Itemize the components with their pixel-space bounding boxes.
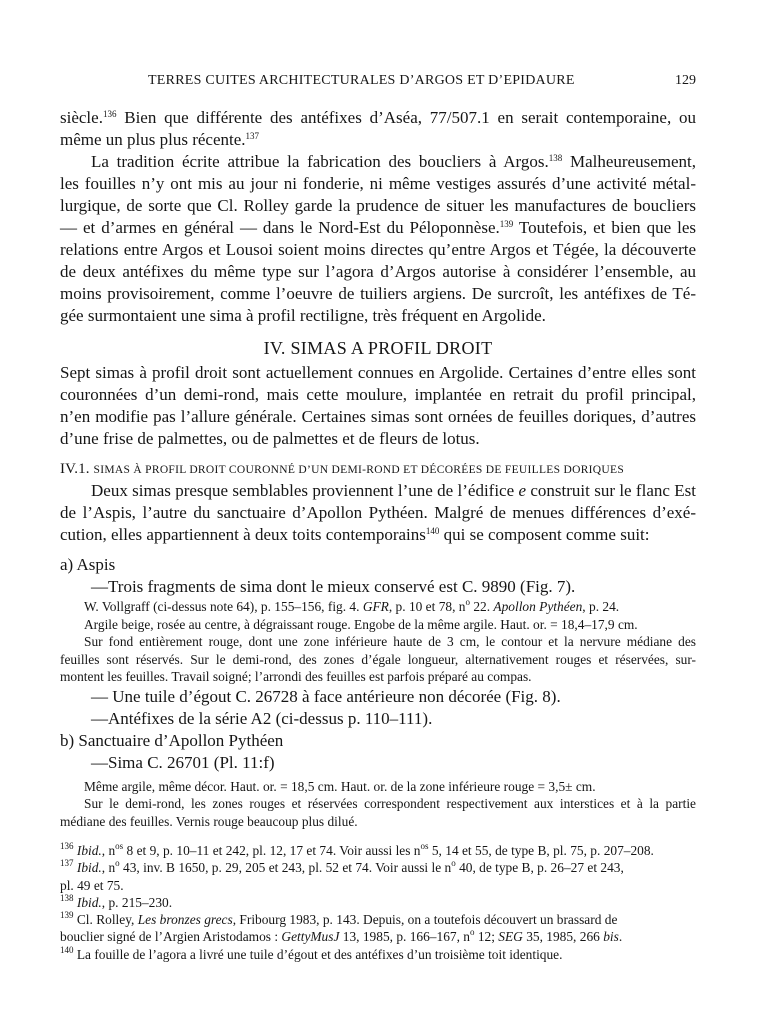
detail-line (60, 598, 696, 616)
paragraph-2 (60, 151, 696, 327)
text-line: d’une frise de palmettes, ou de palmettes et de fleurs de lotus. (60, 429, 480, 448)
text-span: Les bronzes grecs (137, 912, 233, 928)
text-line (60, 217, 696, 239)
footnote-number: 137 (60, 858, 74, 869)
text-span: 35, 1985, 266 (522, 929, 604, 945)
text-line (60, 524, 696, 546)
footnote-number: 138 (60, 892, 74, 903)
footnote-ref-137: 137 (245, 131, 260, 141)
footnote-number: 140 (60, 944, 74, 955)
text-span: 5, 14 et 55, de type B, pl. 75, p. 207–208. (428, 843, 654, 858)
text-line: de l’Aspis, l’autre du sanctuaire d’Apollon Pythéen. Malgré de menues différences d’exé- (60, 503, 696, 522)
text-span: siècle. (60, 108, 103, 127)
subsection-title: SIMAS À PROFIL DROIT COURONNÉ D’UN DEMI-ROND ET DÉCORÉES DE FEUILLES DORIQUES (93, 464, 625, 476)
detail-line: montent les feuilles. Travail soigné; l’arrondi des feuilles est parfois préparé au compas. (60, 669, 532, 684)
text-span: , p. 215–230. (101, 894, 173, 910)
text-line: lurgique, de sorte que Cl. Rolley garde la prudence de situer les manufactures de boucliers (60, 196, 696, 215)
text-span: 43, inv. B 1650, p. 29, 205 et 243, pl. 52 et 74. Voir aussi le n (119, 860, 452, 876)
text-span: o (465, 597, 470, 607)
text-span: 22. (469, 599, 494, 614)
footnote-ref-139: 139 (499, 219, 514, 229)
footnote-ref-140: 140 (425, 526, 440, 536)
text-span: Ibid. (76, 843, 102, 858)
list-b-apollon (60, 730, 696, 831)
footnote-139-continued (60, 928, 696, 945)
footnote-139 (60, 911, 696, 928)
text-span: , p. 24. (582, 599, 620, 614)
text-span: bis (603, 929, 619, 945)
detail-line: Sur le demi-rond, les zones rouges et réservées correspondent respectivement aux interstices et à la partie (84, 796, 696, 811)
footnote-138 (60, 894, 696, 911)
text-line: couronnées d’un demi-rond, mais cette moulure, implantée en retrait du profil principal, (60, 385, 696, 404)
text-span: W. Vollgraff (ci-dessus note 64), p. 155–156, fig. 4. (84, 599, 363, 614)
detail-line: Argile beige, rosée au centre, à dégraissant rouge. Engobe de la même argile. Haut. or. = 18,4–17,9 cm. (84, 616, 638, 632)
footnote-number: 136 (60, 841, 74, 851)
footnote-137-continued: pl. 49 et 75. (60, 877, 124, 893)
text-span: , n (101, 843, 116, 858)
section-title: IV. SIMAS A PROFIL DROIT (263, 338, 493, 358)
footnote-137 (60, 859, 696, 876)
list-a-aspis (60, 554, 696, 730)
text-span: , p. 10 et 78, n (388, 599, 466, 614)
footnote-number: 139 (60, 910, 74, 921)
text-span: construit sur le flanc Est (526, 481, 696, 500)
text-span: qui se composent comme suit: (439, 525, 650, 544)
text-span: GettyMusJ (281, 929, 340, 945)
text-span: e (518, 481, 527, 500)
subsection-heading (60, 458, 696, 480)
list-item: —Antéfixes de la série A2 (ci-dessus p. 110–111). (91, 708, 433, 728)
text-span: . (618, 929, 623, 945)
footnotes (60, 842, 696, 963)
text-span: Ibid. (76, 860, 102, 876)
text-span: Ibid. (76, 894, 102, 910)
text-line: n’en modifie pas l’allure générale. Certaines simas sont ornées de feuilles doriques, d’autres (60, 407, 696, 426)
text-line (60, 151, 696, 173)
list-item: — Une tuile d’égout C. 26728 à face antérieure non décorée (Fig. 8). (91, 686, 561, 706)
page-body (60, 107, 696, 963)
text-span: o (451, 858, 456, 869)
text-span: , n (101, 860, 116, 876)
text-span: bouclier signé de l’Argien Aristodamos : (60, 929, 282, 945)
footnote-140 (60, 946, 696, 963)
text-line (60, 480, 696, 502)
text-line: moins provisoirement, comme l’oeuvre de tuiliers argiens. De surcroît, les antéfixes de Té- (60, 284, 696, 303)
text-span: cution, elles appartiennent à deux toits contemporains (60, 525, 426, 544)
footnote-136 (60, 842, 696, 859)
text-line (60, 107, 696, 129)
text-line: gée surmontaient une sima à profil rectiligne, très fréquent en Argolide. (60, 306, 546, 325)
paragraph-3 (60, 362, 696, 450)
list-item: —Trois fragments de sima dont le mieux conservé est C. 9890 (Fig. 7). (91, 577, 576, 596)
page-header (60, 73, 696, 93)
text-span: Apollon Pythéen (493, 599, 583, 614)
text-span: Malheureusement, (562, 152, 697, 171)
list-item: —Sima C. 26701 (Pl. 11:f) (91, 752, 275, 772)
text-span: Cl. Rolley, (73, 912, 138, 928)
text-line (60, 129, 696, 151)
text-span: — et d’armes en général — dans le Nord-Est du Péloponnèse. (60, 218, 500, 237)
text-span: os (115, 841, 124, 851)
text-span: 40, de type B, p. 26–27 et 243, (455, 860, 624, 876)
paragraph-4 (60, 480, 696, 546)
text-span: La fouille de l’agora a livré une tuile d’égout et des antéfixes d’un troisième toit identique. (73, 946, 563, 962)
footnote-ref-138: 138 (548, 153, 563, 163)
text-span: 12; (474, 929, 499, 945)
text-line: relations entre Argos et Lousoi soient moins directes qu’entre Argos et Tégée, la découverte (60, 240, 696, 259)
text-span: 13, 1985, p. 166–167, n (339, 929, 470, 945)
footnote-ref-136: 136 (102, 109, 117, 119)
text-span: même un plus plus récente. (60, 130, 246, 149)
running-head: TERRES CUITES ARCHITECTURALES D’ARGOS ET D’EPIDAURE (148, 73, 575, 88)
text-span: os (420, 841, 429, 851)
text-span: Bien que différente des antéfixes d’Aséa, 77/507.1 en serait contemporaine, ou (116, 108, 696, 127)
text-span: Deux simas presque semblables proviennent l’une de l’édifice (91, 481, 519, 500)
detail-line: médiane des feuilles. Vernis rouge beaucoup plus dilué. (60, 813, 358, 829)
subsection-number: IV.1. (60, 461, 94, 477)
text-span: Toutefois, et bien que les (513, 218, 696, 237)
text-span: SEG (498, 929, 523, 945)
text-span: o (469, 927, 475, 938)
detail-line: Sur fond entièrement rouge, dont une zone inférieure haute de 3 cm, le contour et la nervure médiane des (84, 634, 696, 649)
text-line: les fouilles n’y ont mis au jour ni fonderie, ni même vestiges assurés d’une activité métal- (60, 174, 696, 193)
text-line: de deux antéfixes du même type sur l’agora d’Argos autorise à considérer l’ensemble, au (60, 262, 696, 281)
text-line: Sept simas à profil droit sont actuellement connues en Argolide. Certaines d’entre elles sont (60, 363, 696, 382)
list-label: a) Aspis (60, 555, 116, 574)
detail-line: Même argile, même décor. Haut. or. = 18,5 cm. Haut. or. de la zone inférieure rouge = 3,5± cm. (84, 778, 596, 794)
list-label: b) Sanctuaire d’Apollon Pythéen (60, 730, 284, 750)
text-span: 8 et 9, p. 10–11 et 242, pl. 12, 17 et 74. Voir aussi les n (123, 843, 421, 858)
text-span: o (115, 858, 120, 869)
detail-line: feuilles sont réservés. Sur le demi-rond, des zones d’égale longueur, alternativement rouges et réservées, sur- (60, 651, 696, 667)
text-span: , Fribourg 1983, p. 143. Depuis, on a toutefois découvert un brassard de (232, 912, 618, 928)
text-span: La tradition écrite attribue la fabrication des boucliers à Argos. (91, 152, 549, 171)
page-number: 129 (675, 73, 696, 88)
text-span: GFR (362, 599, 389, 614)
paragraph-1 (60, 107, 696, 151)
